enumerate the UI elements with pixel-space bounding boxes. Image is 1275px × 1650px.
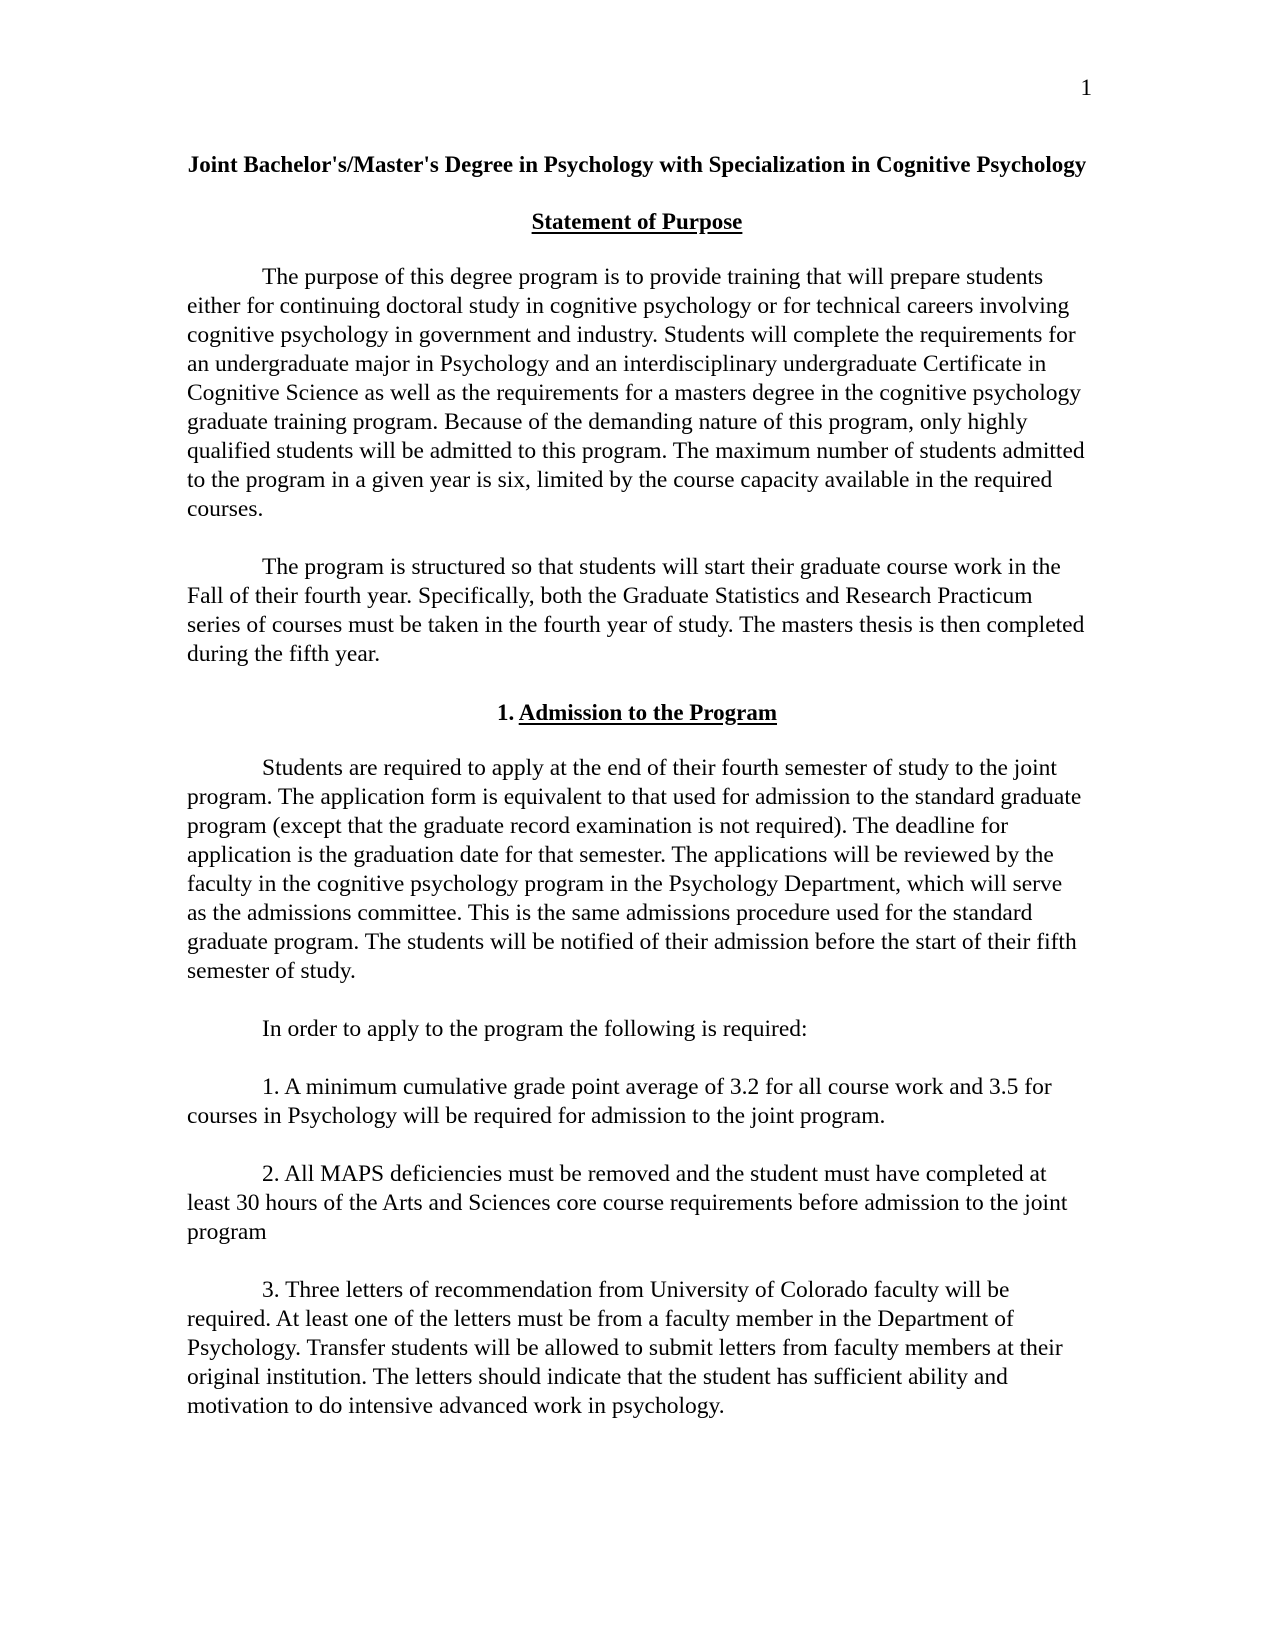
admission-heading-number: 1. [496,700,515,725]
page-number: 1 [1080,75,1092,100]
statement-of-purpose-heading-text: Statement of Purpose [531,209,743,234]
admission-paragraph: Students are required to apply at the end of their fourth semester of study to the joint program. The application form is equivalent to that used for admission to the standard graduate program (except that the graduate record examination is not required). The deadline for application is the graduation date for that semester. The applications will be reviewed by the faculty in the cognitive psychology program in the Psychology Department, which will serve as the admissions committee. This is the same admissions procedure used for the standard graduate program. The students will be notified of their admission before the start of their fifth semester of study. [187,755,1082,984]
page-content [187,150,1087,1421]
requirement-letters: 3. Three letters of recommendation from University of Colorado faculty will be required. At least one of the letters must be from a faculty member in the Department of Psychology. Transfer students will be allowed to submit letters from faculty members at their original institution. The letters should indicate that the student has sufficient ability and motivation to do intensive advanced work in psychology. [187,1277,1063,1419]
requirement-maps: 2. All MAPS deficiencies must be removed and the student must have completed at least 30 hours of the Arts and Sciences core course requirements before admission to the joint program [187,1161,1068,1245]
statement-of-purpose-heading [187,207,1087,236]
admission-heading [187,698,1087,727]
requirement-gpa: 1. A minimum cumulative grade point average of 3.2 for all course work and 3.5 for courses in Psychology will be required for admission to the joint program. [187,1074,1052,1129]
requirements-intro: In order to apply to the program the following is required: [262,1016,808,1042]
purpose-paragraph: The purpose of this degree program is to provide training that will prepare students either for continuing doctoral study in cognitive psychology or for technical careers involving cognitive psychology in government and industry. Students will complete the requirements for an undergraduate major in Psychology and an interdisciplinary undergraduate Certificate in Cognitive Science as well as the requirements for a masters degree in the cognitive psychology graduate training program. Because of the demanding nature of this program, only highly qualified students will be admitted to this program. The maximum number of students admitted to the program in a given year is six, limited by the course capacity available in the required courses. [187,264,1085,522]
document-title: Joint Bachelor's/Master's Degree in Psychology with Specialization in Cognitive Psychology [187,152,1087,177]
admission-heading-text: Admission to the Program [518,700,778,725]
structure-paragraph: The program is structured so that students will start their graduate course work in the Fall of their fourth year. Specifically, both the Graduate Statistics and Research Practicum series of courses must be taken in the fourth year of study. The masters thesis is then completed during the fifth year. [187,554,1085,667]
